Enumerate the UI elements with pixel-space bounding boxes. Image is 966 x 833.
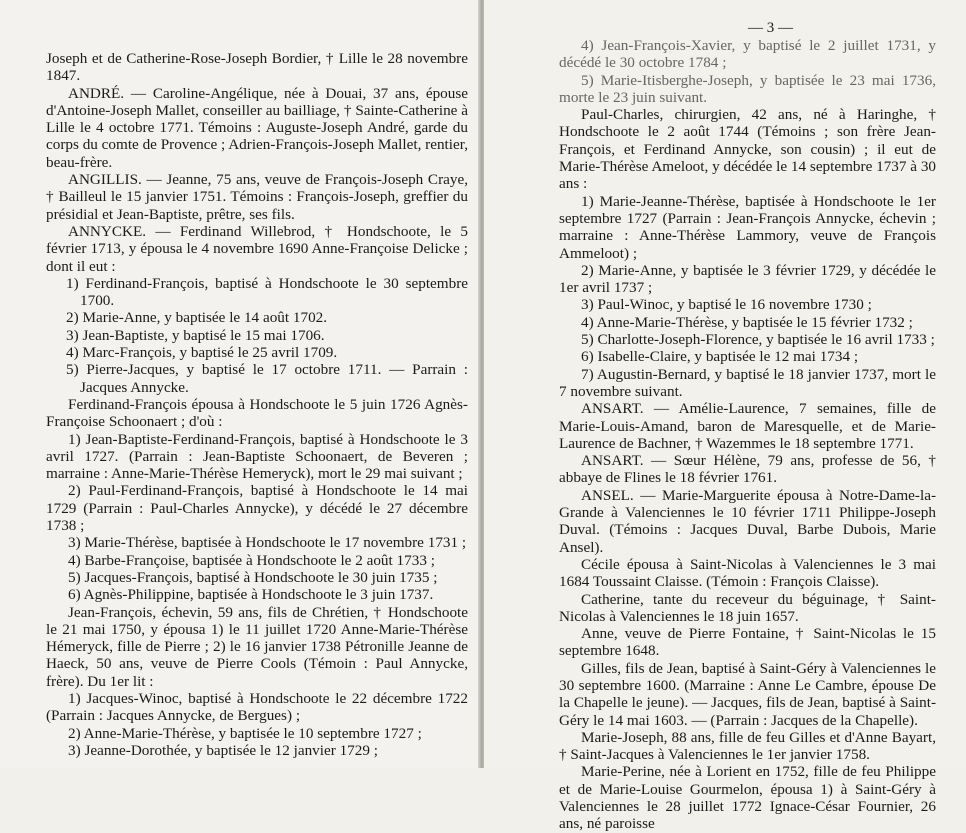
paragraph: Joseph et de Catherine-Rose-Joseph Bordier, † Lille le 28 novembre 1847. [46,50,468,85]
paragraph: 7) Augustin-Bernard, y baptisé le 18 janvier 1737, mort le 7 novembre suivant. [559,365,936,400]
paragraph: 1) Jean-Baptiste-Ferdinand-François, baptisé à Hondschoote le 3 avril 1727. (Parrain : Jean-Baptiste Schoonaert, de Beveren ; marraine : Anne-Marie-Thérèse Hemeryck), mort le 29 mai suivant ; [46,430,468,483]
paragraph: Ferdinand-François épousa à Hondschoote le 5 juin 1726 Agnès-Françoise Schoonaert ; d'où : [46,395,468,431]
paragraph: Cécile épousa à Saint-Nicolas à Valenciennes le 3 mai 1684 Toussaint Claisse. (Témoin : François Claisse). [559,555,936,591]
paragraph: 5) Charlotte-Joseph-Florence, y baptisée le 16 avril 1733 ; [581,331,935,349]
page-number: — 3 — [748,20,793,36]
paragraph: ANGILLIS. — Jeanne, 75 ans, veuve de François-Joseph Craye, † Bailleul le 15 janvier 1751. Témoins : François-Joseph, greffier du présidial et Jean-Baptiste, prêtre, ses fils. [46,171,468,223]
paragraph: 5) Marie-Itisberghe-Joseph, y baptisée le 23 mai 1736, morte le 23 juin suivant. [559,71,936,106]
paragraph: 4) Anne-Marie-Thérèse, y baptisée le 15 février 1732 ; [581,313,913,331]
paragraph: 3) Paul-Winoc, y baptisé le 16 novembre 1730 ; [581,296,872,314]
paragraph: 2) Marie-Anne, y baptisée le 3 février 1729, y décédée le 1er avril 1737 ; [559,261,936,297]
paragraph: 3) Marie-Thérèse, baptisée à Hondschoote le 17 novembre 1731 ; [68,534,467,552]
paragraph: 5) Jacques-François, baptisé à Hondschoote le 30 juin 1735 ; [68,568,438,586]
paragraph: 4) Jean-François-Xavier, y baptisé le 2 juillet 1731, y décédé le 30 octobre 1784 ; [559,37,936,72]
paragraph: Gilles, fils de Jean, baptisé à Saint-Géry à Valenciennes le 30 septembre 1600. (Marraine : Anne Le Cambre, épouse De la Chapelle le jeune). — Jacques, fils de Jean, baptisé à Saint-Géry le 14 mai 1603. — (Parrain : Jacques de la Chapelle). [559,659,936,729]
paragraph: Catherine, tante du receveur du béguinage, † Saint-Nicolas à Valenciennes le 18 juin 1657. [559,590,936,625]
right-page-body [559,37,936,833]
right-page [484,0,966,833]
left-page-body [46,50,468,759]
paragraph: Paul-Charles, chirurgien, 42 ans, né à Haringhe, † Hondschoote le 2 août 1744 (Témoins ; son frère Jean-François, et Ferdinand Annycke, son cousin) ; il eut de Marie-Thérèse Ameloot, y décédée le 14 septembre 1737 à 30 ans : [559,106,937,193]
paragraph: 6) Isabelle-Claire, y baptisée le 12 mai 1734 ; [581,348,859,366]
paragraph: ANSART. — Amélie-Laurence, 7 semaines, fille de Marie-Louis-Amand, baron de Maresquelle, et de Marie-Laurence de Bachner, † Wazemmes le 18 septembre 1771. [559,400,936,452]
paragraph: 3) Jean-Baptiste, y baptisé le 15 mai 1706. [66,326,325,344]
paragraph: ANNYCKE. — Ferdinand Willebrod, † Hondschoote, le 5 février 1713, y épousa le 4 novembre 1690 Anne-Françoise Delicke ; dont il eut : [46,222,468,275]
paragraph: 3) Jeanne-Dorothée, y baptisée le 12 janvier 1729 ; [68,741,378,759]
paragraph: 5) Pierre-Jacques, y baptisé le 17 octobre 1711. — Parrain : Jacques Annycke. [66,361,468,396]
paragraph: 1) Ferdinand-François, baptisé à Hondschoote le 30 septembre 1700. [66,274,468,310]
paragraph: 4) Barbe-Françoise, baptisée à Hondschoote le 2 août 1733 ; [68,551,435,569]
paragraph: Jean-François, échevin, 59 ans, fils de Chrétien, † Hondschoote le 21 mai 1750, y épousa 1) le 11 juillet 1720 Anne-Marie-Thérèse Hémeryck, fille de Pierre ; 2) le 16 janvier 1738 Pétronille Jeanne de Haeck, 50 ans, veuve de Pierre Cools (Témoin : Paul Annycke, frère). Du 1er lit : [46,603,468,690]
paragraph: 2) Anne-Marie-Thérèse, y baptisée le 10 septembre 1727 ; [68,724,422,742]
paragraph: 4) Marc-François, y baptisé le 25 avril 1709. [66,344,338,362]
paragraph: ANSART. — Sœur Hélène, 79 ans, professe de 56, † abbaye de Flines le 18 février 1761. [559,452,936,487]
paragraph: ANSEL. — Marie-Marguerite épousa à Notre-Dame-la-Grande à Valenciennes le 10 février 1711 Philippe-Joseph Duval. (Témoins : Jacques Duval, Barbe Dubois, Marie Ansel). [559,486,936,556]
paragraph: Marie-Perine, née à Lorient en 1752, fille de feu Philippe et de Marie-Louise Gourmelon, épousa 1) à Saint-Géry à Valenciennes le 28 juillet 1772 Ignace-César Fournier, 26 ans, né paroisse [559,763,936,833]
paragraph: 6) Agnès-Philippine, baptisée à Hondschoote le 3 juin 1737. [68,586,434,604]
paragraph: 1) Jacques-Winoc, baptisé à Hondschoote le 22 décembre 1722 (Parrain : Jacques Annycke, de Bergues) ; [46,689,468,725]
paragraph: Anne, veuve de Pierre Fontaine, † Saint-Nicolas le 15 septembre 1648. [559,625,936,660]
left-page [0,0,482,768]
paragraph: 2) Paul-Ferdinand-François, baptisé à Hondschoote le 14 mai 1729 (Parrain : Paul-Charles Annycke), y décédé le 27 décembre 1738 ; [46,482,468,535]
paragraph: 2) Marie-Anne, y baptisée le 14 août 1702. [66,309,328,327]
paragraph: Marie-Joseph, 88 ans, fille de feu Gilles et d'Anne Bayart, † Saint-Jacques à Valenciennes le 1er janvier 1758. [559,728,936,764]
paragraph: ANDRÉ. — Caroline-Angélique, née à Douai, 37 ans, épouse d'Antoine-Joseph Mallet, conseiller au bailliage, † Sainte-Catherine à Lille le 4 octobre 1771. Témoins : Auguste-Joseph André, garde du corps du comte de Provence ; Adrien-François-Joseph Mallet, rentier, beau-frère. [46,84,468,171]
paragraph: 1) Marie-Jeanne-Thérèse, baptisée à Hondschoote le 1er septembre 1727 (Parrain : Jean-François Annycke, échevin ; marraine : Anne-Thérèse Lammory, veuve de François Ammeloot) ; [559,192,936,262]
